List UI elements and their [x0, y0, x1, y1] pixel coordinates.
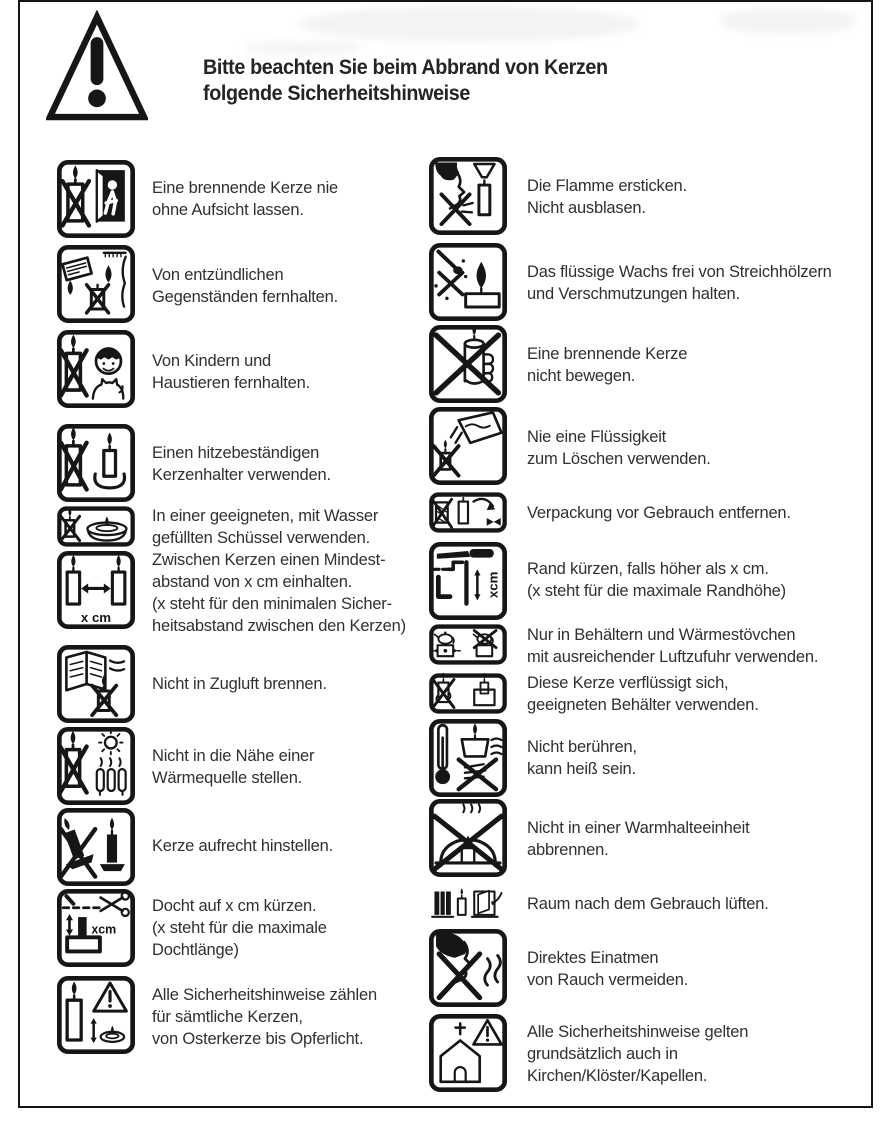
- safety-item-text: [152, 177, 338, 221]
- all-candle-types-icon: [57, 976, 135, 1054]
- ventilate-room-icon: [429, 885, 507, 926]
- safety-item-text: [527, 893, 769, 915]
- trim-wick-icon: [57, 889, 135, 967]
- safety-item-line: Nie eine Flüssigkeit: [527, 428, 667, 446]
- candle-distance-icon: [57, 551, 135, 629]
- safety-item-line: Kerze aufrecht hinstellen.: [152, 837, 333, 855]
- safety-item-line: Docht auf x cm kürzen.: [152, 897, 317, 915]
- safety-item-line: kann heiß sein.: [527, 760, 636, 778]
- safety-item-line: abstand von x cm einhalten.: [152, 573, 353, 591]
- safety-item-line: Von entzündlichen: [152, 266, 284, 284]
- no-draft-icon: [57, 645, 135, 723]
- safety-item-line: (x steht für die maximale Randhöhe): [527, 582, 786, 600]
- safety-item-line: Nicht in die Nähe einer: [152, 747, 315, 765]
- safety-item-line: Eine brennende Kerze nie: [152, 179, 339, 197]
- smother-flame-icon: [429, 157, 507, 235]
- safety-item-text: [527, 426, 711, 470]
- safety-item-text: [152, 264, 338, 308]
- heat-resistant-holder-icon: [57, 424, 135, 502]
- flammable-objects-icon: [57, 245, 135, 323]
- safety-item-line: zum Löschen verwenden.: [527, 450, 711, 468]
- scan-artifact: [243, 42, 363, 54]
- safety-item-line: Kerzenhalter verwenden.: [152, 466, 331, 484]
- safety-item-text: [527, 343, 687, 387]
- safety-item-text: [527, 1021, 748, 1087]
- safety-item-line: geeigneten Behälter verwenden.: [527, 696, 759, 714]
- safety-item-line: Nicht in Zugluft brennen.: [152, 675, 327, 693]
- clean-wax-icon: [429, 243, 507, 321]
- safety-item-line: abbrennen.: [527, 841, 609, 859]
- safety-item-text: [152, 745, 314, 789]
- safety-item-line: gefüllten Schüssel verwenden.: [152, 529, 371, 547]
- svg-text:x cm: x cm: [80, 609, 112, 625]
- water-bowl-icon: [57, 506, 135, 547]
- page-title-line1: Bitte beachten Sie beim Abbrand von Kerzen: [203, 56, 608, 79]
- church-use-icon: [429, 1014, 507, 1092]
- safety-item-line: Kirchen/Klöster/Kapellen.: [527, 1067, 708, 1085]
- upright-candle-icon: [57, 808, 135, 886]
- no-moving-icon: [429, 325, 507, 403]
- safety-item-line: Alle Sicherheitshinweise gelten: [527, 1023, 749, 1041]
- safety-item-text: [527, 817, 749, 861]
- safety-item-line: Einen hitzebeständigen: [152, 444, 320, 462]
- no-food-warmer-icon: [429, 799, 507, 877]
- safety-item-text: [152, 505, 378, 549]
- safety-item-text: [152, 350, 310, 394]
- remove-packaging-icon: [429, 492, 507, 533]
- safety-item-line: Zwischen Kerzen einen Mindest-: [152, 551, 386, 569]
- safety-item-line: Haustieren fernhalten.: [152, 374, 310, 392]
- safety-item-line: Raum nach dem Gebrauch lüften.: [527, 895, 769, 913]
- safety-item-text: [527, 261, 832, 305]
- safety-item-line: (x steht für die maximale: [152, 919, 327, 937]
- no-liquid-icon: [429, 407, 507, 485]
- safety-item-line: Gegenständen fernhalten.: [152, 288, 339, 306]
- safety-item-line: Das flüssige Wachs frei von Streichhölzern: [527, 263, 832, 281]
- safety-item-line: Dochtlänge): [152, 941, 239, 959]
- no-smoke-inhaling-icon: [429, 929, 507, 1007]
- safety-item-text: [527, 947, 688, 991]
- safety-item-line: und Verschmutzungen halten.: [527, 285, 740, 303]
- safety-item-line: Nicht berühren,: [527, 738, 637, 756]
- liquefying-candle-icon: [429, 673, 507, 714]
- safety-item-line: Alle Sicherheitshinweise zählen: [152, 986, 377, 1004]
- svg-text:xcm: xcm: [485, 571, 501, 599]
- safety-item-line: grundsätzlich auch in: [527, 1045, 678, 1063]
- safety-item-line: Diese Kerze verflüssigt sich,: [527, 674, 729, 692]
- ventilated-holder-icon: [429, 624, 507, 665]
- safety-item-text: [152, 442, 331, 486]
- safety-item-text: [527, 175, 687, 219]
- safety-item-line: Nicht in einer Warmhalteeinheit: [527, 819, 750, 837]
- safety-item-line: von Rauch vermeiden.: [527, 971, 689, 989]
- trim-rim-icon: [429, 542, 507, 620]
- safety-item-line: Die Flamme ersticken.: [527, 177, 687, 195]
- unattended-candle-icon: [57, 160, 135, 238]
- safety-item-text: [152, 895, 327, 961]
- safety-item-line: In einer geeigneten, mit Wasser: [152, 507, 379, 525]
- safety-item-text: [152, 835, 333, 857]
- safety-item-line: heitsabstand zwischen den Kerzen): [152, 617, 406, 635]
- warning-triangle-icon: [46, 10, 148, 129]
- safety-item-line: von Osterkerze bis Opferlicht.: [152, 1030, 364, 1048]
- safety-item-text: [527, 502, 791, 524]
- safety-item-line: Verpackung vor Gebrauch entfernen.: [527, 504, 791, 522]
- safety-item-line: ohne Aufsicht lassen.: [152, 201, 304, 219]
- safety-item-line: Nur in Behältern und Wärmestövchen: [527, 626, 796, 644]
- safety-item-line: Eine brennende Kerze: [527, 345, 688, 363]
- safety-item-line: Rand kürzen, falls höher als x cm.: [527, 560, 769, 578]
- safety-item-text: [152, 984, 377, 1050]
- safety-item-line: (x steht für den minimalen Sicher-: [152, 595, 392, 613]
- no-heat-source-icon: [57, 727, 135, 805]
- page-title: [203, 55, 608, 107]
- safety-item-line: für sämtliche Kerzen,: [152, 1008, 303, 1026]
- children-pets-icon: [57, 330, 135, 408]
- safety-item-text: [527, 736, 637, 780]
- safety-item-line: Nicht ausblasen.: [527, 199, 646, 217]
- safety-item-line: Von Kindern und: [152, 352, 272, 370]
- safety-item-line: nicht bewegen.: [527, 367, 636, 385]
- safety-item-text: [527, 558, 786, 602]
- safety-item-text: [152, 549, 406, 637]
- safety-item-line: Wärmequelle stellen.: [152, 769, 303, 787]
- safety-item-text: [527, 672, 759, 716]
- safety-item-text: [527, 624, 818, 668]
- safety-item-line: Direktes Einatmen: [527, 949, 659, 967]
- safety-item-text: [152, 673, 327, 695]
- scan-artifact: [718, 8, 858, 34]
- page-title-line2: folgende Sicherheitshinweise: [203, 82, 471, 105]
- safety-item-line: mit ausreichender Luftzufuhr verwenden.: [527, 648, 819, 666]
- scan-artifact: [300, 6, 640, 42]
- hot-surface-icon: [429, 719, 507, 797]
- svg-text:xcm: xcm: [91, 922, 117, 937]
